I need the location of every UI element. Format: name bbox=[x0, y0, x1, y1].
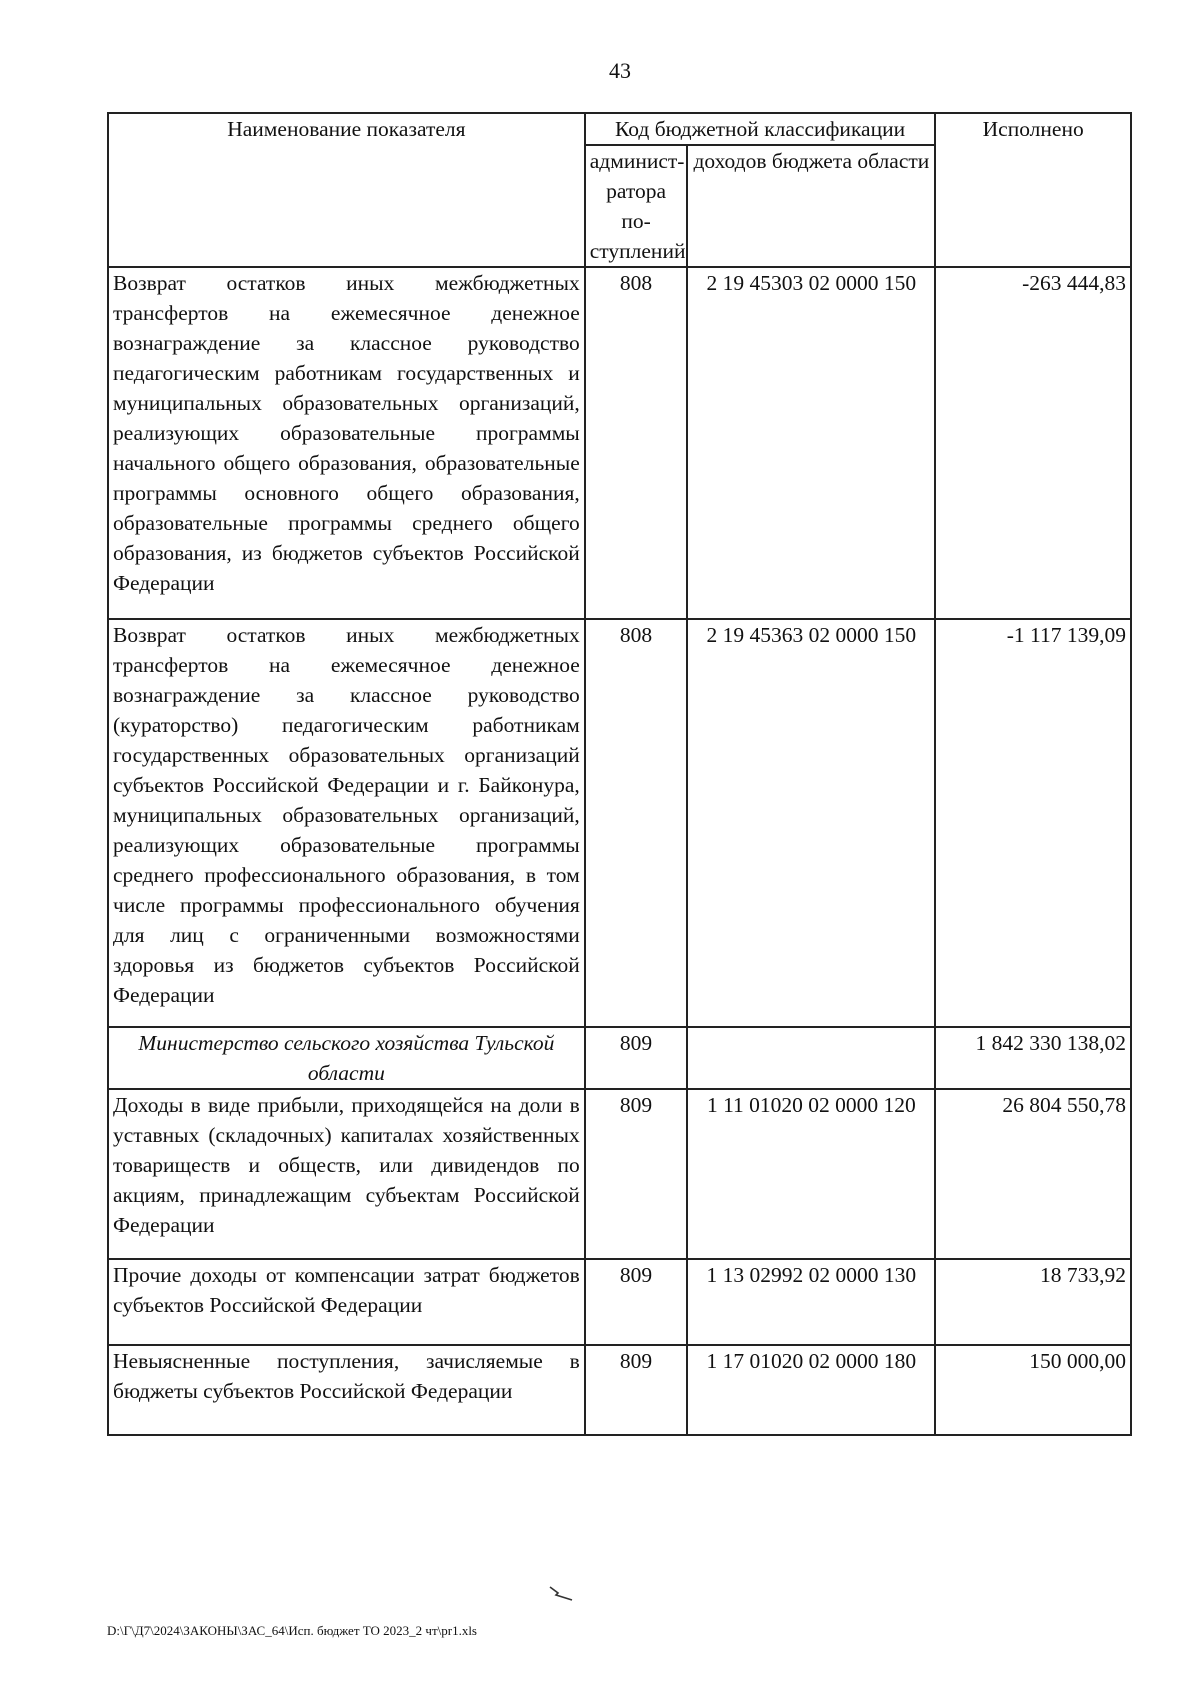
row-administrator: 809 bbox=[585, 1345, 688, 1435]
ministry-name: Министерство сельского хозяйства Тульской области bbox=[108, 1027, 585, 1089]
row-administrator: 809 bbox=[585, 1089, 688, 1259]
table-row bbox=[108, 1089, 1131, 1259]
header-executed: Исполнено bbox=[935, 113, 1131, 267]
table-row bbox=[108, 267, 1131, 619]
row-executed: 1 842 330 138,02 bbox=[935, 1027, 1131, 1089]
row-administrator: 808 bbox=[585, 619, 688, 1027]
table-row-ministry bbox=[108, 1027, 1131, 1089]
row-executed: -263 444,83 bbox=[935, 267, 1131, 619]
table-header-row bbox=[108, 113, 1131, 145]
row-name: Невыясненные поступления, зачисляемые в бюджеты субъектов Российской Федерации bbox=[108, 1345, 585, 1435]
row-name: Возврат остатков иных межбюджетных трансфертов на ежемесячное денежное вознаграждение за классное руководство педагогическим работникам государственных и муниципальных образовательных организаций, реализующих образовательные программы начального общего образования, образовательные программы основного общего образования, образовательные программы среднего общего образования, из бюджетов субъектов Российской Федерации bbox=[108, 267, 585, 619]
row-code: 1 17 01020 02 0000 180 bbox=[687, 1345, 935, 1435]
row-administrator: 809 bbox=[585, 1259, 688, 1345]
row-administrator: 809 bbox=[585, 1027, 688, 1089]
row-code: 1 13 02992 02 0000 130 bbox=[687, 1259, 935, 1345]
row-name: Возврат остатков иных межбюджетных трансфертов на ежемесячное денежное вознаграждение за классное руководство (кураторство) педагогическим работникам государственных образовательных организаций субъектов Российской Федерации и г. Байконура, муниципальных образовательных организаций, реализующих образовательные программы среднего профессионального образования, в том числе программы профессионального обучения для лиц с ограниченными возможностями здоровья из бюджетов субъектов Российской Федерации bbox=[108, 619, 585, 1027]
table-row bbox=[108, 1259, 1131, 1345]
header-code-group: Код бюджетной классификации bbox=[585, 113, 936, 145]
header-revenue-code: доходов бюджета области bbox=[687, 145, 935, 267]
row-name: Прочие доходы от компенсации затрат бюджетов субъектов Российской Федерации bbox=[108, 1259, 585, 1345]
row-executed: 18 733,92 bbox=[935, 1259, 1131, 1345]
row-executed: 26 804 550,78 bbox=[935, 1089, 1131, 1259]
page-number: 43 bbox=[609, 58, 631, 83]
header-administrator: админист-ратора по-ступлений bbox=[585, 145, 688, 267]
table-row bbox=[108, 619, 1131, 1027]
row-code: 2 19 45363 02 0000 150 bbox=[687, 619, 935, 1027]
pen-stroke-mark bbox=[548, 1585, 574, 1601]
row-executed: -1 117 139,09 bbox=[935, 619, 1131, 1027]
header-name: Наименование показателя bbox=[108, 113, 585, 267]
row-code: 1 11 01020 02 0000 120 bbox=[687, 1089, 935, 1259]
row-code: 2 19 45303 02 0000 150 bbox=[687, 267, 935, 619]
row-code bbox=[687, 1027, 935, 1089]
row-executed: 150 000,00 bbox=[935, 1345, 1131, 1435]
row-name: Доходы в виде прибыли, приходящейся на доли в уставных (складочных) капиталах хозяйственных товариществ и обществ, или дивидендов по акциям, принадлежащим субъектам Российской Федерации bbox=[108, 1089, 585, 1259]
table-row bbox=[108, 1345, 1131, 1435]
row-administrator: 808 bbox=[585, 267, 688, 619]
footer-file-path: D:\Г\Д7\2024\ЗАКОНЫ\ЗАС_64\Исп. бюджет ТО 2023_2 чт\pr1.xls bbox=[107, 1623, 477, 1638]
budget-execution-table bbox=[107, 112, 1132, 1436]
